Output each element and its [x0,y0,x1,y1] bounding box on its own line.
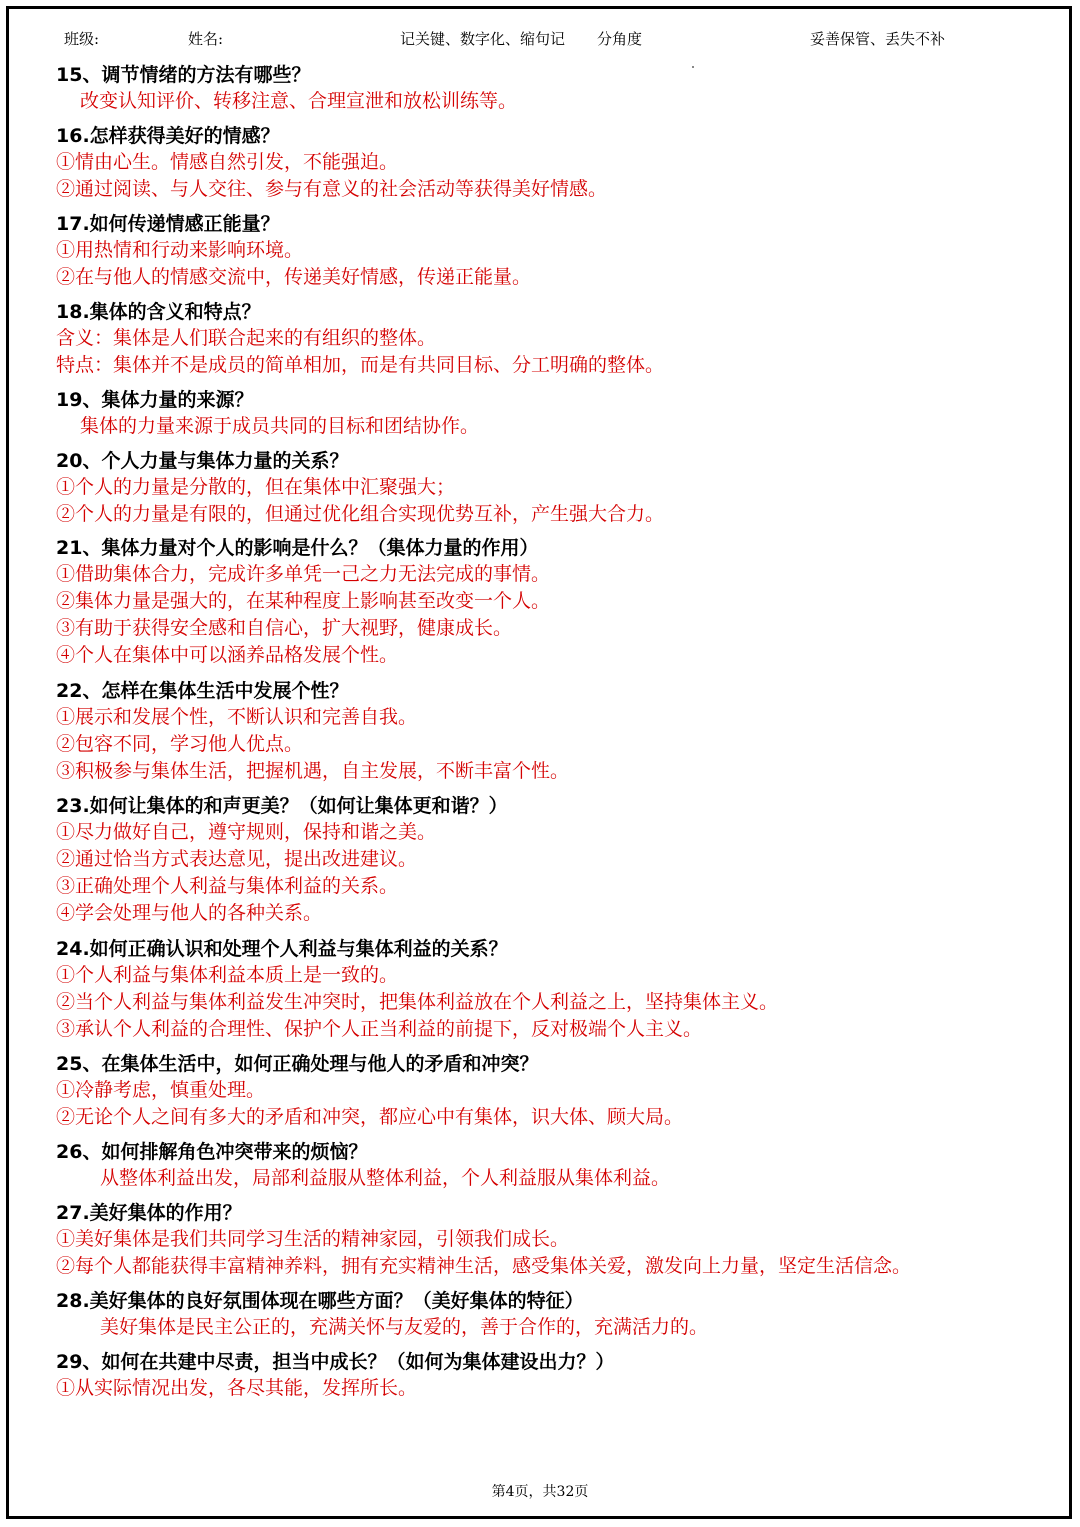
answer-line: ②每个人都能获得丰富精神养料，拥有充实精神生活，感受集体关爱，激发向上力量，坚定生活信念。 [56,1255,912,1277]
method-note: 记关键、数字化、缩句记 [400,30,566,48]
question-block [56,1139,1056,1192]
answer-line: ③有助于获得安全感和自信心，扩大视野，健康成长。 [56,617,513,639]
question-list [56,62,1056,1402]
question-block [56,387,1056,440]
question-block [56,448,1056,528]
answer-line: ④个人在集体中可以涵养品格发展个性。 [56,644,399,666]
answer-line: ②无论个人之间有多大的矛盾和冲突，都应心中有集体，识大体、顾大局。 [56,1106,684,1128]
answer-line: ②个人的力量是有限的，但通过优化组合实现优势互补，产生强大合力。 [56,503,665,525]
question-title: 28.美好集体的良好氛围体现在哪些方面？（美好集体的特征） [56,1290,584,1312]
answer-line: ①冷静考虑，慎重处理。 [56,1079,266,1101]
answer-line: ①用热情和行动来影响环境。 [56,239,304,261]
answer-line: ①美好集体是我们共同学习生活的精神家园，引领我们成长。 [56,1228,570,1250]
answer-line: ①展示和发展个性，不断认识和完善自我。 [56,706,418,728]
question-block [56,211,1056,291]
name-label: 姓名: [188,30,224,48]
answer-line: 改变认知评价、转移注意、合理宣泄和放松训练等。 [80,90,518,112]
question-title: 26、如何排解角色冲突带来的烦恼？ [56,1141,368,1163]
page-footer: 第4页，共32页 [491,1484,589,1500]
question-title: 27.美好集体的作用？ [56,1202,242,1224]
question-block [56,678,1056,785]
question-block [56,1288,1056,1341]
answer-line: ②在与他人的情感交流中，传递美好情感，传递正能量。 [56,266,532,288]
answer-line: ②当个人利益与集体利益发生冲突时，把集体利益放在个人利益之上，坚持集体主义。 [56,991,779,1013]
answer-line: 含义：集体是人们联合起来的有组织的整体。 [56,327,437,349]
question-title: 24.如何正确认识和处理个人利益与集体利益的关系？ [56,938,508,960]
question-block [56,1051,1056,1131]
page-header [0,28,1080,50]
question-block [56,62,1056,115]
question-title: 15、调节情绪的方法有哪些？ [56,64,311,86]
answer-line: 集体的力量来源于成员共同的目标和团结协作。 [80,415,480,437]
answer-line: 美好集体是民主公正的，充满关怀与友爱的，善于合作的，充满活力的。 [100,1316,709,1338]
question-block [56,1200,1056,1280]
answer-line: ③积极参与集体生活，把握机遇，自主发展，不断丰富个性。 [56,760,570,782]
answer-line: ④学会处理与他人的各种关系。 [56,902,323,924]
answer-line: ②通过恰当方式表达意见，提出改进建议。 [56,848,418,870]
question-block [56,299,1056,379]
class-label: 班级: [64,30,100,48]
answer-line: ②集体力量是强大的，在某种程度上影响甚至改变一个人。 [56,590,551,612]
score-note: 分角度 [597,30,643,48]
question-block [56,123,1056,203]
answer-line: ①情由心生。情感自然引发，不能强迫。 [56,151,399,173]
question-title: 17.如何传递情感正能量？ [56,213,280,235]
answer-line: 从整体利益出发，局部利益服从整体利益，个人利益服从集体利益。 [100,1167,671,1189]
answer-line: ③承认个人利益的合理性、保护个人正当利益的前提下，反对极端个人主义。 [56,1018,703,1040]
question-title: 19、集体力量的来源？ [56,389,254,411]
answer-line: ①从实际情况出发，各尽其能，发挥所长。 [56,1377,418,1399]
question-title: 23.如何让集体的和声更美？（如何让集体更和谐？） [56,795,508,817]
question-title: 25、在集体生活中，如何正确处理与他人的矛盾和冲突？ [56,1053,539,1075]
question-title: 21、集体力量对个人的影响是什么？（集体力量的作用） [56,537,539,559]
answer-line: ①个人的力量是分散的，但在集体中汇聚强大； [56,476,456,498]
question-title: 16.怎样获得美好的情感？ [56,125,280,147]
answer-line: ②包容不同，学习他人优点。 [56,733,304,755]
answer-line: 特点：集体并不是成员的简单相加，而是有共同目标、分工明确的整体。 [56,354,665,376]
question-title: 22、怎样在集体生活中发展个性？ [56,680,349,702]
question-block [56,1349,1056,1402]
answer-line: ①尽力做好自己，遵守规则，保持和谐之美。 [56,821,437,843]
question-title: 18.集体的含义和特点？ [56,301,261,323]
keep-note: 妥善保管、丢失不补 [810,30,946,48]
question-title: 20、个人力量与集体力量的关系？ [56,450,349,472]
answer-line: ③正确处理个人利益与集体利益的关系。 [56,875,399,897]
question-block [56,936,1056,1043]
question-block [56,535,1056,669]
question-block [56,793,1056,927]
question-title: 29、如何在共建中尽责，担当中成长？（如何为集体建设出力？） [56,1351,615,1373]
answer-line: ①个人利益与集体利益本质上是一致的。 [56,964,399,986]
answer-line: ②通过阅读、与人交往、参与有意义的社会活动等获得美好情感。 [56,178,608,200]
answer-line: ①借助集体合力，完成许多单凭一己之力无法完成的事情。 [56,563,551,585]
